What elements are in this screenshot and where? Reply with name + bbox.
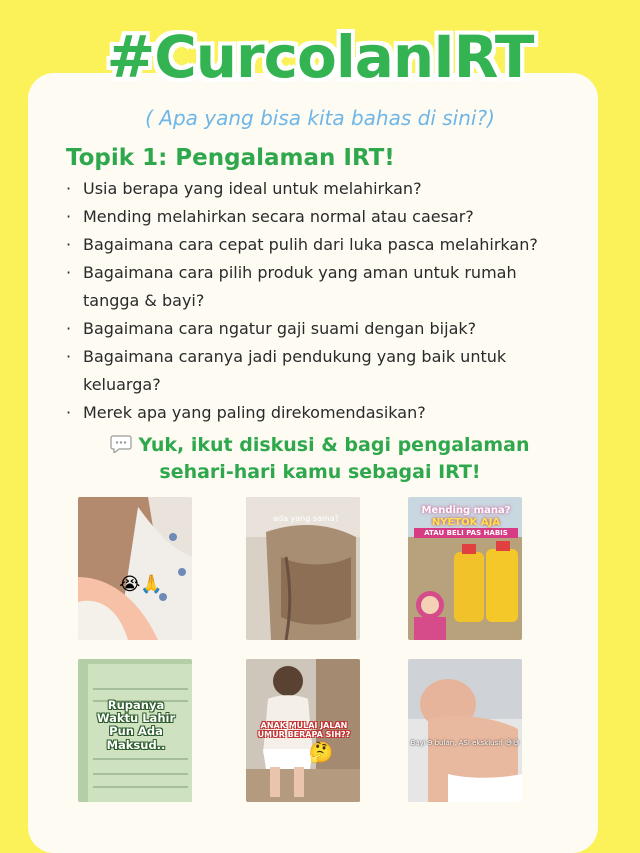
thumbnail-cooking-oil[interactable] — [408, 497, 522, 640]
thumbnail-baby-crying[interactable] — [78, 497, 192, 640]
photo-baby-image — [78, 497, 192, 640]
speech-bubble-icon — [110, 434, 132, 452]
thumbnail-csection[interactable] — [246, 497, 360, 640]
thumbnail-birth-certificate[interactable] — [78, 659, 192, 802]
list-item: · Bagaimana cara ngatur gaji suami dengan bijak? — [66, 319, 477, 338]
page-subtitle: ( Apa yang bisa kita bahas di sini?) — [145, 106, 495, 130]
thinking-emoji-icon: 🤔 — [308, 740, 334, 764]
list-item: · Usia berapa yang ideal untuk melahirkan? — [66, 179, 422, 198]
thumbnail-caption: Mending mana? NYETOK AJA ATAU BELI PAS HABIS — [414, 505, 518, 538]
list-item: · Bagaimana cara pilih produk yang aman untuk rumah tangga & bayi? — [66, 263, 517, 310]
thumbnail-caption: Bayi 9 bulan, ASI eksklusif 😅😅 — [410, 739, 520, 747]
page-title: #CurcolanIRT — [106, 23, 534, 91]
list-item: · Bagaimana cara cepat pulih dari luka pasca melahirkan? — [66, 235, 538, 254]
thumbnail-caption: 😭🙏 — [119, 574, 163, 595]
thumbnail-baby-lying[interactable] — [408, 659, 522, 802]
thumbnail-caption: ada yang sama? — [273, 514, 339, 523]
photo-baby-lying-image — [408, 659, 522, 802]
thumbnail-caption: Rupanya Waktu Lahir Pun Ada Maksud.. — [96, 698, 176, 752]
topic-heading: Topik 1: Pengalaman IRT! — [66, 145, 395, 171]
call-to-action: Yuk, ikut diskusi & bagi pengalaman sehari-hari kamu sebagai IRT! — [60, 432, 580, 486]
thumbnail-toddler-walking[interactable] — [246, 659, 360, 802]
list-item: · Mending melahirkan secara normal atau caesar? — [66, 207, 474, 226]
list-item: · Merek apa yang paling direkomendasikan? — [66, 403, 426, 422]
topic-list — [66, 175, 586, 427]
list-item: · Bagaimana caranya jadi pendukung yang baik untuk keluarga? — [66, 347, 507, 394]
thumbnail-caption: ANAK MULAI JALAN UMUR BERAPA SIH?? — [257, 721, 351, 740]
